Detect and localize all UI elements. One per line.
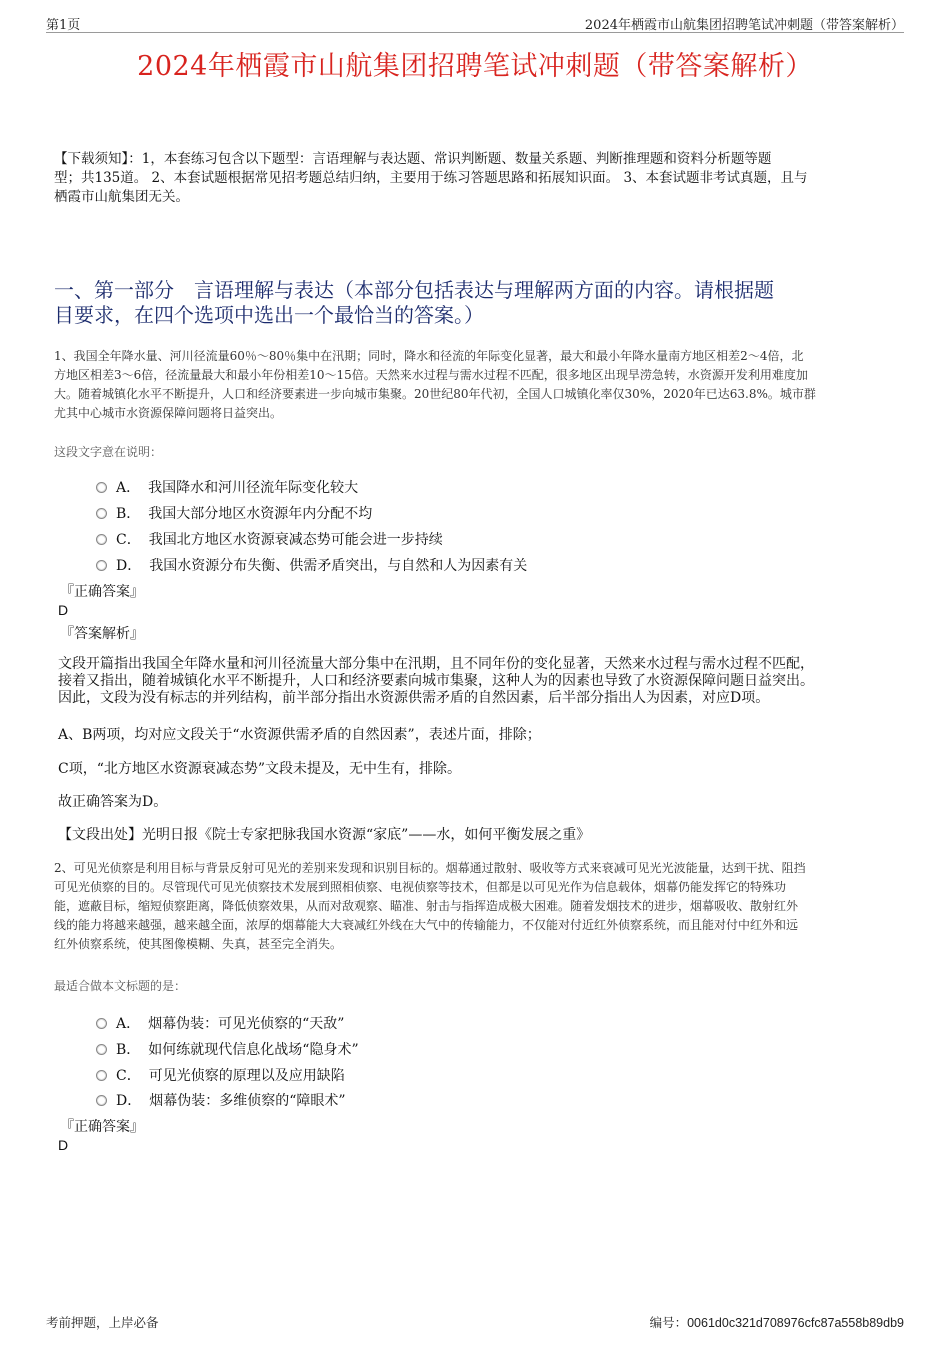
question-1-prompt: 这段文字意在说明： bbox=[54, 445, 163, 459]
option-text: 如何练就现代信息化战场“隐身术” bbox=[148, 1042, 359, 1058]
option-letter: B． bbox=[116, 1042, 141, 1058]
correct-answer-label: 『正确答案』 bbox=[60, 584, 144, 600]
notice-line: 型；共135道。 2、本套试题根据常见招考题总结归纳，主要用于练习答题思路和拓展知识面。 3、本套试题非考试真题，且与 bbox=[54, 170, 808, 186]
option-text: 烟幕伪装：可见光侦察的“天敌” bbox=[148, 1016, 345, 1032]
analysis-option-c: C项，“北方地区水资源衰减态势”文段未提及，无中生有，排除。 bbox=[58, 761, 462, 777]
correct-answer-value: D bbox=[58, 602, 69, 618]
section-heading bbox=[54, 278, 904, 328]
option-letter: D． bbox=[116, 1093, 142, 1109]
header-doc-title: 2024年栖霞市山航集团招聘笔试冲刺题（带答案解析） bbox=[584, 18, 904, 33]
option-letter: B． bbox=[116, 506, 141, 522]
analysis-line: 因此，文段为没有标志的并列结构，前半部分指出水资源供需矛盾的自然因素，后半部分指出人为因素，对应D项。 bbox=[58, 690, 770, 706]
correct-answer-label: 『正确答案』 bbox=[60, 1119, 144, 1135]
radio-button[interactable] bbox=[96, 1018, 107, 1029]
option-letter: C． bbox=[116, 1068, 141, 1084]
q2-option-b[interactable] bbox=[96, 1039, 359, 1059]
option-text: 我国水资源分布失衡、供需矛盾突出，与自然和人为因素有关 bbox=[149, 558, 528, 574]
q1-option-b[interactable] bbox=[96, 503, 372, 523]
header-divider bbox=[46, 32, 904, 33]
option-letter: A． bbox=[116, 1016, 141, 1032]
correct-answer-value: D bbox=[58, 1137, 69, 1153]
radio-button[interactable] bbox=[96, 482, 107, 493]
radio-button[interactable] bbox=[96, 508, 107, 519]
analysis-option-ab: A、B两项，均对应文段关于“水资源供需矛盾的自然因素”，表述片面，排除； bbox=[58, 727, 541, 743]
option-text: 可见光侦察的原理以及应用缺陷 bbox=[148, 1068, 345, 1084]
radio-button[interactable] bbox=[96, 1095, 107, 1106]
question-2-prompt: 最适合做本文标题的是： bbox=[54, 979, 187, 993]
radio-button[interactable] bbox=[96, 1044, 107, 1055]
option-text: 我国大部分地区水资源年内分配不均 bbox=[148, 506, 373, 522]
question-line: 线的能力将越来越强，越来越全面，浓厚的烟幕能大大衰减红外线在大气中的传输能力，不仅能对付近红外侦察系统，而且能对付中红外和远 bbox=[54, 918, 799, 932]
question-line: 红外侦察系统，使其图像模糊、失真，甚至完全消失。 bbox=[54, 937, 343, 951]
radio-button[interactable] bbox=[96, 1070, 107, 1081]
page-title: 2024年栖霞市山航集团招聘笔试冲刺题（带答案解析） bbox=[137, 51, 813, 82]
option-text: 我国降水和河川径流年际变化较大 bbox=[148, 480, 359, 496]
question-1-text bbox=[54, 347, 904, 423]
option-text: 烟幕伪装：多维侦察的“障眼术” bbox=[149, 1093, 346, 1109]
question-line: 方地区相差3～6倍，径流量最大和最小年份相差10～15倍。天然来水过程与需水过程不匹配，很多地区出现旱涝急转，水资源开发利用难度加 bbox=[54, 368, 808, 382]
question-line: 能，遮蔽目标，缩短侦察距离，降低侦察效果，从而对敌观察、瞄准、射击与指挥造成极大困难。随着发烟技术的进步，烟幕吸收、散射红外 bbox=[54, 899, 799, 913]
q2-option-a[interactable] bbox=[96, 1013, 344, 1033]
question-line: 尤其中心城市水资源保障问题将日益突出。 bbox=[54, 406, 283, 420]
analysis-line: 文段开篇指出我国全年降水量和河川径流量大部分集中在汛期，且不同年份的变化显著，天然来水过程与需水过程不匹配， bbox=[58, 656, 814, 672]
question-2-text bbox=[54, 859, 904, 954]
footer-code-label: 编号： bbox=[649, 1315, 688, 1330]
footer-code bbox=[650, 1313, 904, 1331]
q2-option-d[interactable] bbox=[96, 1090, 346, 1110]
option-letter: A． bbox=[116, 480, 141, 496]
section-heading-line: 一、第一部分 言语理解与表达（本部分包括表达与理解两方面的内容。请根据题 bbox=[54, 278, 774, 302]
radio-button[interactable] bbox=[96, 560, 107, 571]
analysis-paragraph bbox=[58, 656, 903, 707]
notice-line: 栖霞市山航集团无关。 bbox=[54, 189, 189, 205]
question-line: 2、可见光侦察是利用目标与背景反射可见光的差别来发现和识别目标的。烟幕通过散射、吸收等方式来衰减可见光光波能量，达到干扰、阻挡 bbox=[54, 861, 806, 875]
q2-option-c[interactable] bbox=[96, 1065, 345, 1085]
passage-source: 【文段出处】光明日报《院士专家把脉我国水资源“家底”——水，如何平衡发展之重》 bbox=[58, 827, 591, 843]
analysis-label: 『答案解析』 bbox=[60, 626, 144, 642]
notice-line: 【下载须知】：1，本套练习包含以下题型：言语理解与表达题、常识判断题、数量关系题、判断推理题和资料分析题等题 bbox=[54, 151, 772, 167]
footer-slogan: 考前押题，上岸必备 bbox=[46, 1315, 159, 1330]
q1-option-a[interactable] bbox=[96, 477, 358, 497]
download-notice bbox=[54, 150, 899, 207]
q1-option-d[interactable] bbox=[96, 555, 527, 575]
question-line: 大。随着城镇化水平不断提升，人口和经济要素进一步向城市集聚。20世纪80年代初，全国人口城镇化率仅30%，2020年已达63.8%。城市群 bbox=[54, 387, 816, 401]
q1-option-c[interactable] bbox=[96, 529, 443, 549]
analysis-line: 接着又指出，随着城镇化水平不断提升，人口和经济要素向城市集聚，这种人为的因素也导致了水资源保障问题日益突出。 bbox=[58, 673, 814, 689]
analysis-conclusion: 故正确答案为D。 bbox=[58, 794, 168, 810]
section-heading-line: 目要求，在四个选项中选出一个最恰当的答案。） bbox=[54, 303, 484, 327]
footer-code-value: 0061d0c321d708976cfc87a558b89db9 bbox=[687, 1316, 904, 1330]
option-letter: C． bbox=[116, 532, 141, 548]
option-letter: D． bbox=[116, 558, 142, 574]
page-number: 第1页 bbox=[46, 18, 81, 33]
option-text: 我国北方地区水资源衰减态势可能会进一步持续 bbox=[148, 532, 443, 548]
radio-button[interactable] bbox=[96, 534, 107, 545]
question-line: 1、我国全年降水量、河川径流量60％～80％集中在汛期；同时，降水和径流的年际变化显著，最大和最小年降水量南方地区相差2～4倍，北 bbox=[54, 349, 804, 363]
question-line: 可见光侦察的目的。尽管现代可见光侦察技术发展到照相侦察、电视侦察等技术，但都是以可见光作为信息载体，烟幕仍能发挥它的特殊功 bbox=[54, 880, 787, 894]
